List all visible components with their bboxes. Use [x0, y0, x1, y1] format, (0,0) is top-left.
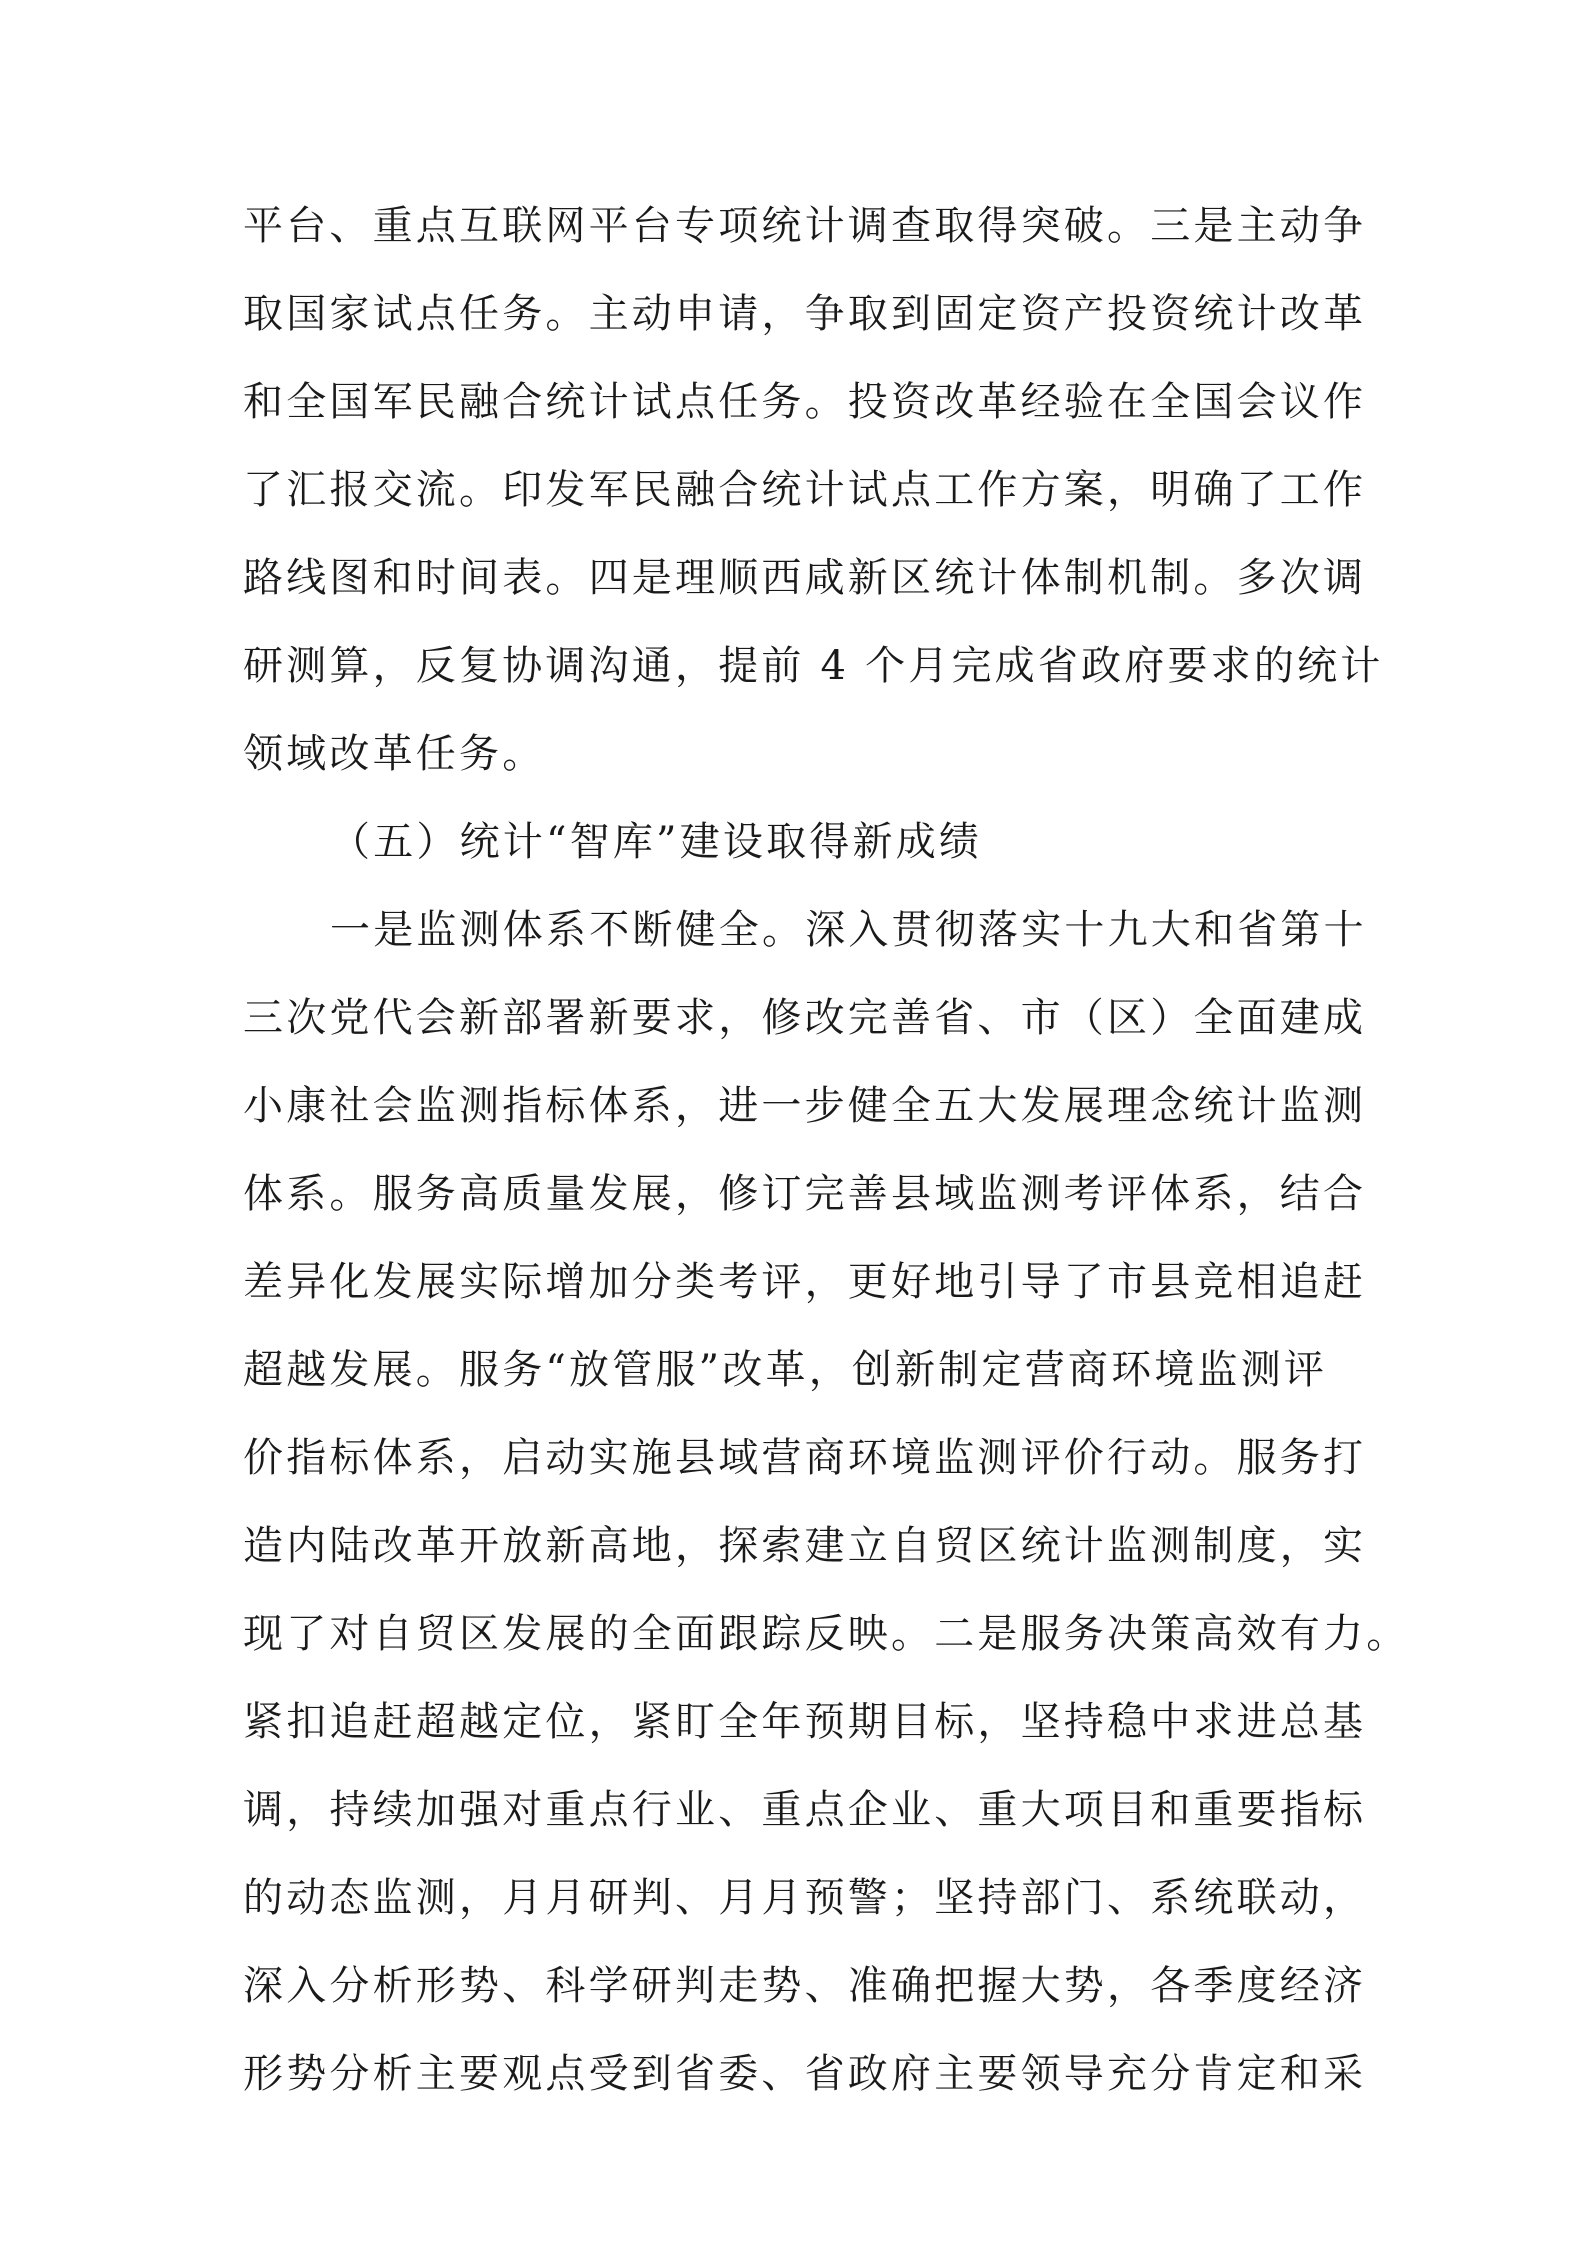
text-line: 领域改革任务。 [243, 731, 546, 777]
text-line: 路线图和时间表。四是理顺西咸新区统计体制机制。多次调 [243, 555, 1367, 601]
text-line: 了汇报交流。印发军民融合统计试点工作方案，明确了工作 [243, 467, 1367, 513]
text-line: 紧扣追赶超越定位，紧盯全年预期目标，坚持稳中求进总基 [243, 1699, 1367, 1745]
text-line: 超越发展。服务“放管服”改革，创新制定营商环境监测评 [243, 1347, 1328, 1393]
text-line: 小康社会监测指标体系，进一步健全五大发展理念统计监测 [243, 1083, 1367, 1129]
text-line: 形势分析主要观点受到省委、省政府主要领导充分肯定和采 [243, 2051, 1367, 2097]
text-line: 现了对自贸区发展的全面跟踪反映。二是服务决策高效有力。 [243, 1611, 1410, 1657]
text-line: 价指标体系，启动实施县域营商环境监测评价行动。服务打 [243, 1435, 1367, 1481]
text-line: 研测算，反复协调沟通，提前 4 个月完成省政府要求的统计 [243, 643, 1384, 689]
text-line: 和全国军民融合统计试点任务。投资改革经验在全国会议作 [243, 379, 1367, 425]
text-line: 平台、重点互联网平台专项统计调查取得突破。三是主动争 [243, 203, 1367, 249]
text-line: 的动态监测，月月研判、月月预警；坚持部门、系统联动， [243, 1875, 1367, 1921]
text-line: 差异化发展实际增加分类考评，更好地引导了市县竞相追赶 [243, 1259, 1367, 1305]
text-line: 调，持续加强对重点行业、重点企业、重大项目和重要指标 [243, 1787, 1367, 1833]
section-heading: （五）统计“智库”建设取得新成绩 [330, 819, 983, 865]
text-line: 取国家试点任务。主动申请，争取到固定资产投资统计改革 [243, 291, 1367, 337]
text-line: 体系。服务高质量发展，修订完善县域监测考评体系，结合 [243, 1171, 1367, 1217]
text-line: 深入分析形势、科学研判走势、准确把握大势，各季度经济 [243, 1963, 1367, 2009]
paragraph-start: 一是监测体系不断健全。深入贯彻落实十九大和省第十 [330, 907, 1367, 953]
text-line: 造内陆改革开放新高地，探索建立自贸区统计监测制度，实 [243, 1523, 1367, 1569]
text-line: 三次党代会新部署新要求，修改完善省、市（区）全面建成 [243, 995, 1367, 1041]
